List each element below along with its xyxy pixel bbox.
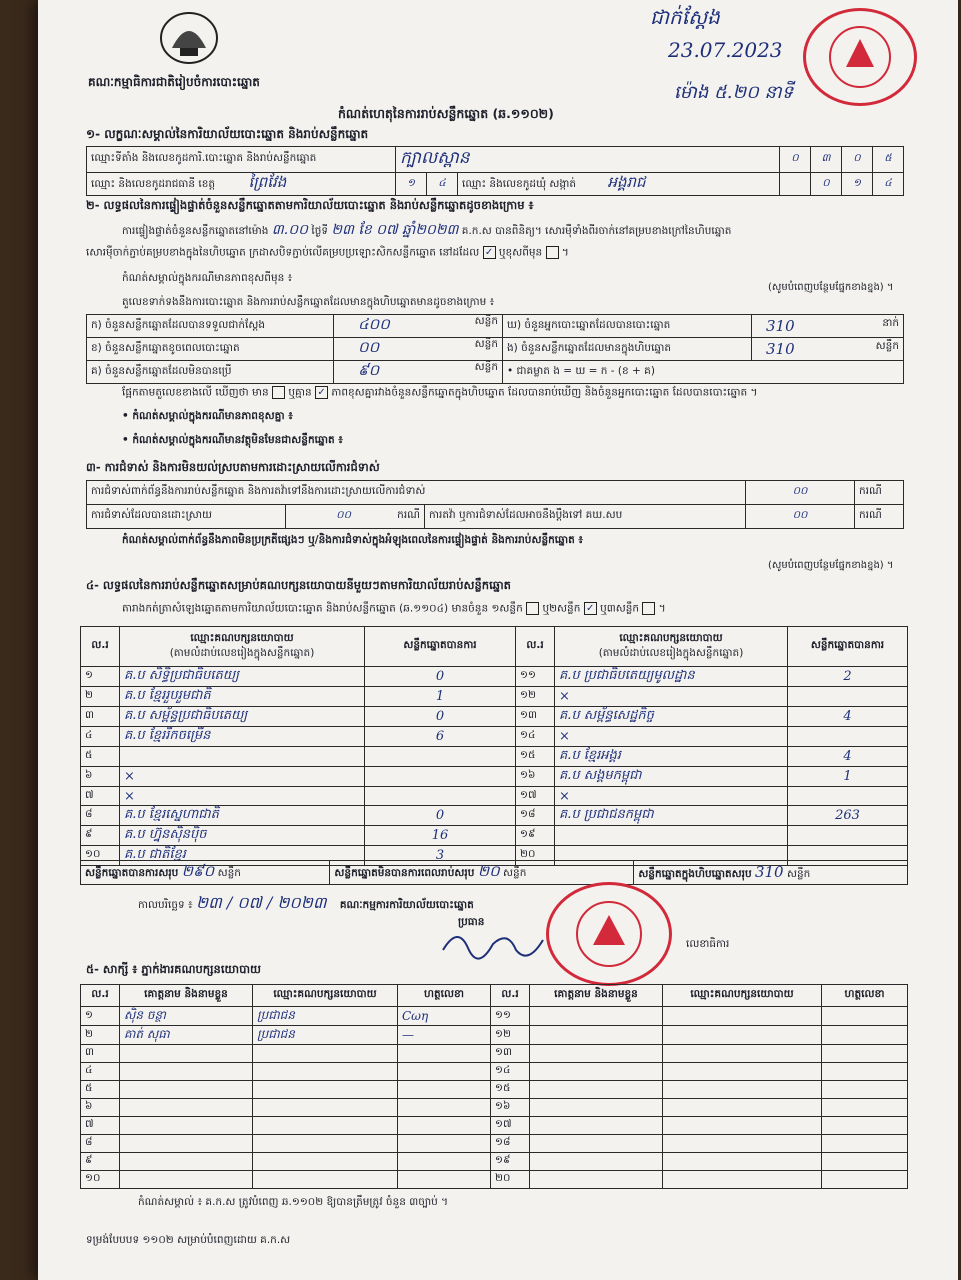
witness-name bbox=[530, 1045, 663, 1063]
commune-label: ឈ្មោះ និងលេខកូដឃុំ សង្កាត់ អង្គរាជ bbox=[458, 173, 780, 196]
appeal-label: ការតវ៉ា ឬការជំទាស់ដែលអាចនឹងប្ដឹងទៅ គឃ.សប bbox=[425, 505, 746, 529]
vote-count: 4 bbox=[788, 747, 908, 767]
row-no: ១ bbox=[81, 1007, 120, 1026]
one-sheet-checkbox[interactable] bbox=[526, 602, 539, 615]
party-name: គ.ប សង្គមកម្ពុជា bbox=[555, 767, 788, 787]
voters-value: 310 bbox=[766, 317, 795, 335]
vote-count: 263 bbox=[788, 806, 908, 826]
party-name bbox=[120, 747, 365, 767]
vote-count: 0 bbox=[365, 707, 516, 727]
witness-party bbox=[663, 1045, 822, 1063]
witness-signature bbox=[398, 1117, 491, 1135]
witness-name bbox=[120, 1171, 253, 1189]
province-label: ឈ្មោះ និងលេខកូដរាជធានី ខេត្ត ព្រៃវែង bbox=[87, 173, 396, 196]
section2-title: ២- លទ្ធផលនៃការផ្ទៀងផ្ទាត់ចំនួនសន្លឹកឆ្នោតតាមការិយាល័យបោះឆ្នោត និងរាប់សន្លឹកឆ្នោតដូចខាងក្រោម ៖ bbox=[86, 198, 534, 212]
vote-count bbox=[788, 727, 908, 747]
witness-party bbox=[663, 1117, 822, 1135]
party-name: × bbox=[555, 787, 788, 806]
resolved-value: ០០ bbox=[336, 509, 352, 521]
witness-name bbox=[120, 1081, 253, 1099]
row-no: ១៧ bbox=[491, 1117, 530, 1135]
row-no: ១២ bbox=[516, 687, 555, 707]
form-note: ទម្រង់បែបបទ ១១០២ សម្រាប់បំពេញដោយ គ.ក.ស bbox=[86, 1234, 291, 1246]
row-no: ១១ bbox=[516, 667, 555, 687]
witness-signature bbox=[398, 1099, 491, 1117]
party-name: គ.ប ខ្មែររីកចម្រើន bbox=[120, 727, 365, 747]
handwritten-date: 23.07.2023 bbox=[668, 38, 783, 62]
vote-count: 1 bbox=[788, 767, 908, 787]
witness-party: ប្រជាជន bbox=[253, 1007, 398, 1026]
witness-signature bbox=[822, 1153, 908, 1171]
totals-table bbox=[80, 860, 908, 885]
party-name: គ.ប ប្រជាធិបតេយ្យមូលដ្ឋាន bbox=[555, 667, 788, 687]
witness-signature bbox=[822, 1135, 908, 1153]
witness-row bbox=[81, 1007, 908, 1026]
witness-signature bbox=[822, 1063, 908, 1081]
section1-title: ១- លក្ខណៈសម្គាល់នៃការិយាល័យបោះឆ្នោត និងរាប់សន្លឹកឆ្នោត bbox=[86, 127, 369, 141]
party-name: គ.ប ខ្មែរស្នេហាជាតិ bbox=[120, 806, 365, 826]
code-digit: ០ bbox=[842, 147, 873, 173]
vote-count bbox=[788, 687, 908, 707]
row-no: ១៣ bbox=[491, 1045, 530, 1063]
row-no: ២ bbox=[81, 687, 120, 707]
witness-signature bbox=[398, 1135, 491, 1153]
secretary-line: លេខាធិការ bbox=[686, 938, 730, 950]
vote-count: 1 bbox=[365, 687, 516, 707]
row-no: ៣ bbox=[81, 707, 120, 727]
row-no: ៨ bbox=[81, 1135, 120, 1153]
result-row bbox=[81, 767, 908, 787]
row-no: ១៥ bbox=[516, 747, 555, 767]
result-row bbox=[81, 806, 908, 826]
witness-party bbox=[663, 1063, 822, 1081]
witness-name bbox=[530, 1135, 663, 1153]
vote-count: 16 bbox=[365, 826, 516, 846]
vote-count: 6 bbox=[365, 727, 516, 747]
detail-intro: តួលេខទាក់ទងនឹងការបោះឆ្នោត និងការរាប់សន្លឹកឆ្នោតដែលមានក្នុងហិបឆ្នោតមានដូចខាងក្រោម ៖ bbox=[122, 296, 495, 308]
witness-row bbox=[81, 1135, 908, 1153]
witness-signature bbox=[398, 1153, 491, 1171]
total-in-box-value: 310 bbox=[754, 862, 784, 881]
row-no: ៨ bbox=[81, 806, 120, 826]
complaint-value: ០០ bbox=[746, 481, 855, 505]
witness-row bbox=[81, 1081, 908, 1099]
witness-party bbox=[663, 1026, 822, 1045]
party-name: គ.ប ប្រជាជនកម្ពុជា bbox=[555, 806, 788, 826]
witness-name: គាត់ សុធា bbox=[120, 1026, 253, 1045]
result-row bbox=[81, 747, 908, 767]
party-name: គ.ប សិទ្ធិប្រជាធិបតេយ្យ bbox=[120, 667, 365, 687]
witness-signature bbox=[398, 1171, 491, 1189]
row-no: ១២ bbox=[491, 1026, 530, 1045]
witness-row bbox=[81, 1063, 908, 1081]
footnote: កំណត់សម្គាល់ ៖ គ.ក.ស ត្រូវបំពេញ ឆ.១១០២ ឱ្យបានត្រឹមត្រូវ ចំនួន ៣ច្បាប់ ។ bbox=[138, 1196, 449, 1208]
row-no: ៥ bbox=[81, 747, 120, 767]
witness-name bbox=[530, 1026, 663, 1045]
result-row bbox=[81, 787, 908, 806]
in-box-value: 310 bbox=[766, 340, 795, 358]
witness-signature bbox=[822, 1026, 908, 1045]
org-name: គណៈកម្មាធិការជាតិរៀបចំការបោះឆ្នោត bbox=[88, 75, 260, 89]
row-no: ១១ bbox=[491, 1007, 530, 1026]
commune-code-digit: ០ bbox=[811, 173, 842, 196]
handwritten-time: ម៉ោង ៥.២០ នាទី bbox=[674, 82, 794, 103]
party-name: គ.ប សម្ព័ន្ធសេដ្ឋកិច្ច bbox=[555, 707, 788, 727]
received-value: ៤០០ bbox=[358, 315, 390, 333]
total-in-box: សន្លឹកឆ្នោតក្នុងហិបឆ្នោតសរុប 310 សន្លឹក bbox=[634, 861, 908, 885]
code-digit: ៥ bbox=[873, 147, 904, 173]
verify-date: ២៣ ខែ ០៧ ឆ្នាំ២០២៣ bbox=[331, 222, 459, 238]
total-valid: សន្លឹកឆ្នោតបានការសរុប ២៩០ សន្លឹក bbox=[81, 861, 330, 885]
witness-party bbox=[663, 1081, 822, 1099]
row-no: ១៦ bbox=[491, 1099, 530, 1117]
form-sheet bbox=[38, 0, 958, 1280]
row-no: ១៥ bbox=[491, 1081, 530, 1099]
row-no: ៦ bbox=[81, 767, 120, 787]
vote-count: 0 bbox=[365, 667, 516, 687]
witness-name: សុិន ចន្ថា bbox=[120, 1007, 253, 1026]
witness-name bbox=[530, 1007, 663, 1026]
resolved-label: ការជំទាស់ដែលបានដោះស្រាយ bbox=[87, 505, 286, 529]
result-row bbox=[81, 687, 908, 707]
appeal-value: ០០ bbox=[746, 505, 855, 529]
row-no: ២០ bbox=[491, 1171, 530, 1189]
witness-signature bbox=[822, 1007, 908, 1026]
foreign-object-note: • កំណត់សម្គាល់ក្នុងករណីមានវត្ថុមិនមែនជាសន្លឹកឆ្នោត ៖ bbox=[122, 434, 343, 446]
diff-note: កំណត់សម្គាល់ក្នុងករណីមានភាពខុសពីមុន ៖ bbox=[122, 272, 293, 284]
result-row bbox=[81, 727, 908, 747]
irregularity-note: កំណត់សម្គាល់ពាក់ព័ន្ធនឹងភាពមិនប្រក្រតីផ្សេងៗ ឬ/និងការជំទាស់ក្នុងអំឡុងពេលនៃការផ្ទៀងផ្ទាត់ និងការរាប់សន្លឹកឆ្នោត ៖ bbox=[122, 534, 584, 546]
three-sheet-checkbox[interactable] bbox=[642, 602, 655, 615]
witness-party bbox=[253, 1153, 398, 1171]
vote-count bbox=[365, 787, 516, 806]
code-digit: ០ bbox=[780, 147, 811, 173]
witness-table: ល.រ គោត្តនាម និងនាមខ្លួន ឈ្មោះគណបក្សនយោបាយ ហត្ថលេខា ល.រ គោត្តនាម និងនាមខ្លួន ឈ្មោះគណបក្សនយោបាយ ហត្ថលេខា ១ សុិន ចន្ថា ប្រជាជន Ϲωη ១១ ២ គាត់ សុធា ប្រជាជន — ១២ ៣ ១៣ ៤ ១៤ ៥ ១៥ ៦ ១៦ ៧ ១៧ ៨ ១៨ ៩ ១៩ ១០ ២០ bbox=[80, 984, 908, 1189]
witness-party bbox=[663, 1135, 822, 1153]
complaints-table: ការជំទាស់ពាក់ព័ន្ធនឹងការរាប់សន្លឹកឆ្នោត និងការតវ៉ាទៅនឹងការដោះស្រាយលើការជំទាស់ ០០ ករណី ការជំទាស់ដែលបានដោះស្រាយ ០០ ករណី ការតវ៉ា ឬការជំទាស់ដែលអាចនឹងប្ដឹងទៅ គឃ.សប ០០ ករណី bbox=[86, 480, 904, 529]
row-no: ១៨ bbox=[491, 1135, 530, 1153]
witness-name bbox=[120, 1135, 253, 1153]
formula: • ជាគម្លាត ង = ឃ = ក - (ខ + គ) bbox=[503, 361, 904, 384]
same-checkbox[interactable]: ✓ bbox=[483, 246, 496, 259]
section1-table bbox=[86, 146, 904, 196]
location-value: ក្បាលស្ពាន bbox=[396, 147, 780, 173]
witness-name bbox=[120, 1045, 253, 1063]
row-no: ៧ bbox=[81, 787, 120, 806]
witness-row bbox=[81, 1026, 908, 1045]
witness-name bbox=[530, 1117, 663, 1135]
spoiled-value: ០០ bbox=[358, 338, 380, 356]
row-no: ២០ bbox=[516, 846, 555, 866]
date-line: កាលបរិច្ឆេទ ៖ ២៣ / ០៧ / ២០២៣ គណៈកម្មការការិយាល័យបោះឆ្នោត bbox=[138, 893, 474, 912]
in-box-label: ង) ចំនួនសន្លឹកឆ្នោតដែលមានក្នុងហិបឆ្នោត bbox=[503, 338, 752, 361]
official-stamp-bottom bbox=[546, 882, 672, 986]
chair-signature bbox=[438, 920, 548, 970]
vote-count: 3 bbox=[365, 846, 516, 866]
witness-signature bbox=[398, 1063, 491, 1081]
vote-count bbox=[788, 826, 908, 846]
vote-count bbox=[365, 767, 516, 787]
row-no: ១៨ bbox=[516, 806, 555, 826]
commune-value: អង្គរាជ bbox=[607, 173, 646, 191]
witness-signature bbox=[822, 1099, 908, 1117]
witness-row bbox=[81, 1171, 908, 1189]
voters-label: ឃ) ចំនួនអ្នកបោះឆ្នោតដែលបានបោះឆ្នោត bbox=[503, 315, 752, 338]
seal-line: សោរម៉ឺចាក់ភ្ជាប់គម្របខាងក្នុងនៃហិបឆ្នោត ក្រដាសបិទភ្ជាប់លើគម្របប្រឡោះសិកសន្លឹកឆ្នោត នៅដដែល ✓ ឬខុសពីមុន ។ bbox=[86, 246, 569, 259]
fill-note: (សូមបំពេញបន្ថែមផ្នែកខាងខ្នង) ។ bbox=[768, 282, 894, 293]
witness-signature: Ϲωη bbox=[398, 1007, 491, 1026]
commune-code-digit: ១ bbox=[842, 173, 873, 196]
witness-signature: — bbox=[398, 1026, 491, 1045]
two-sheet-checkbox[interactable]: ✓ bbox=[584, 602, 597, 615]
tally-sheet-line: តារាងកត់ត្រាសំឡេងឆ្នោតតាមការិយាល័យបោះឆ្នោត និងរាប់សន្លឹកឆ្នោត (ឆ.១១០៤) មានចំនួន ១សន្លឹក ឬ២សន្លឹក ✓ ឬ៣សន្លឹក ។ bbox=[122, 602, 666, 615]
row-no: ១ bbox=[81, 667, 120, 687]
row-no: ១៤ bbox=[491, 1063, 530, 1081]
official-stamp-top bbox=[803, 8, 917, 106]
row-no: ៤ bbox=[81, 727, 120, 747]
section3-title: ៣- ការជំទាស់ និងការមិនយល់ស្របតាមការដោះស្រាយលើការជំទាស់ bbox=[86, 460, 380, 474]
row-no: ៣ bbox=[81, 1045, 120, 1063]
witness-party: ប្រជាជន bbox=[253, 1026, 398, 1045]
witness-name bbox=[120, 1063, 253, 1081]
witness-party bbox=[253, 1063, 398, 1081]
total-invalid: សន្លឹកឆ្នោតមិនបានការពេលរាប់សរុប ២០ សន្លឹក bbox=[330, 861, 634, 885]
witness-party bbox=[663, 1099, 822, 1117]
complaint-label: ការជំទាស់ពាក់ព័ន្ធនឹងការរាប់សន្លឹកឆ្នោត និងការតវ៉ាទៅនឹងការដោះស្រាយលើការជំទាស់ bbox=[87, 481, 746, 505]
witness-name bbox=[120, 1117, 253, 1135]
witness-row bbox=[81, 1117, 908, 1135]
diff-note-2: • កំណត់សម្គាល់ក្នុងករណីមានភាពខុសគ្នា ៖ bbox=[122, 410, 293, 422]
witness-signature bbox=[822, 1045, 908, 1063]
row-no: ១០ bbox=[81, 846, 120, 866]
section5-title: ៥- សាក្សី ៖ ភ្នាក់ងារគណបក្សនយោបាយ bbox=[86, 962, 261, 976]
verify-time: ៣.០០ bbox=[271, 222, 309, 238]
count-table: ក) ចំនួនសន្លឹកឆ្នោតដែលបានទទួលជាក់ស្ដែង ៤០០ សន្លឹក ឃ) ចំនួនអ្នកបោះឆ្នោតដែលបានបោះឆ្នោត 310 នាក់ ខ) ចំនួនសន្លឹកឆ្នោតខូចពេលបោះឆ្នោត ០០ សន្លឹក ង) ចំនួនសន្លឹកឆ្នោតដែលមានក្នុងហិបឆ្នោត 310 សន្លឹក គ) ចំនួនសន្លឹកឆ្នោតដែលមិនបានប្រើ ៩០ សន្លឹក • ជាគម្លាត ង = ឃ = ក - (ខ + គ) bbox=[86, 314, 904, 384]
total-valid-value: ២៩០ bbox=[181, 861, 215, 880]
date-value: ២៣ / ០៧ / ២០២៣ bbox=[195, 893, 327, 912]
witness-party bbox=[663, 1171, 822, 1189]
code-digit: ៣ bbox=[811, 147, 842, 173]
witness-name bbox=[530, 1081, 663, 1099]
party-name: គ.ប ហ្វ៊ុនស៊ិនប៉ិច bbox=[120, 826, 365, 846]
row-no: ១០ bbox=[81, 1171, 120, 1189]
witness-party bbox=[253, 1171, 398, 1189]
witness-party bbox=[253, 1099, 398, 1117]
row-no: ១៤ bbox=[516, 727, 555, 747]
row-no: ៦ bbox=[81, 1099, 120, 1117]
witness-signature bbox=[398, 1081, 491, 1099]
witness-row bbox=[81, 1045, 908, 1063]
handwritten-note-1: ជាក់ស្ដែង bbox=[650, 5, 720, 29]
witness-party bbox=[663, 1153, 822, 1171]
row-no: ១៦ bbox=[516, 767, 555, 787]
vote-count bbox=[365, 747, 516, 767]
nec-emblem bbox=[158, 8, 220, 66]
no-diff-checkbox[interactable]: ✓ bbox=[315, 386, 328, 399]
party-name: × bbox=[555, 687, 788, 707]
witness-party bbox=[253, 1135, 398, 1153]
party-name: គ.ប សម្ព័ន្ធប្រជាធិបតេយ្យ bbox=[120, 707, 365, 727]
row-no: ៧ bbox=[81, 1117, 120, 1135]
row-no: ៤ bbox=[81, 1063, 120, 1081]
witness-signature bbox=[822, 1081, 908, 1099]
party-results-table: ល.រ ឈ្មោះគណបក្សនយោបាយ (តាមលំដាប់លេខរៀងក្នុងសន្លឹកឆ្នោត) សន្លឹកឆ្នោតបានការ ល.រ ឈ្មោះគណបក្សនយោបាយ (តាមលំដាប់លេខរៀងក្នុងសន្លឹកឆ្នោត) សន្លឹកឆ្នោតបានការ ១ គ.ប សិទ្ធិប្រជាធិបតេយ្យ 0 ១១ គ.ប ប្រជាធិបតេយ្យមូលដ្ឋាន 2 ២ គ.ប ខ្មែររួបរួមជាតិ 1 ១២ × ៣ គ.ប សម្ព័ន្ធប្រជាធិបតេយ្យ 0 ១៣ គ.ប សម្ព័ន្ធសេដ្ឋកិច្ច 4 ៤ គ.ប ខ្មែររីកចម្រើន 6 ១៤ × ៥ ១៥ គ.ប ខ្មែរអង្គរ 4 ៦ × ១៦ គ.ប សង្គមកម្ពុជា 1 ៧ × ១៧ × ៨ គ.ប ខ្មែរស្នេហាជាតិ 0 ១៨ គ.ប ប្រជាជនកម្ពុជា 263 ៩ គ.ប ហ្វ៊ុនស៊ិនប៉ិច 16 ១៩ ១០ គ.ប ជាតិខ្មែរ 3 ២០ bbox=[80, 626, 908, 866]
witness-party bbox=[253, 1081, 398, 1099]
row-no: ១៧ bbox=[516, 787, 555, 806]
vote-count: 2 bbox=[788, 667, 908, 687]
chair-label: ប្រធាន bbox=[458, 916, 485, 928]
vote-count: 0 bbox=[365, 806, 516, 826]
row-no: ៩ bbox=[81, 1153, 120, 1171]
result-row bbox=[81, 667, 908, 687]
row-no: ១៩ bbox=[516, 826, 555, 846]
witness-signature bbox=[822, 1117, 908, 1135]
witness-name bbox=[120, 1099, 253, 1117]
witness-signature bbox=[398, 1045, 491, 1063]
party-name: × bbox=[120, 787, 365, 806]
verify-line: ការផ្ទៀងផ្ទាត់ចំនួនសន្លឹកឆ្នោតនៅម៉ោង ៣.០០ ថ្ងៃទី ២៣ ខែ ០៧ ឆ្នាំ២០២៣ គ.ក.ស បានពិនិត្យ។ សោរម៉ឺទាំងពីរចាក់នៅគម្របខាងក្រៅនៃហិបឆ្នោត bbox=[122, 222, 732, 238]
received-label: ក) ចំនួនសន្លឹកឆ្នោតដែលបានទទួលជាក់ស្ដែង bbox=[87, 315, 334, 338]
doc-title: កំណត់ហេតុនៃការរាប់សន្លឹកឆ្នោត (ឆ.១១០២) bbox=[338, 106, 554, 121]
province-code-digit: ៤ bbox=[427, 173, 458, 196]
result-row bbox=[81, 707, 908, 727]
witness-name bbox=[120, 1153, 253, 1171]
total-invalid-value: ២០ bbox=[477, 861, 500, 880]
row-no: ៩ bbox=[81, 826, 120, 846]
vote-count bbox=[788, 787, 908, 806]
vote-count: 4 bbox=[788, 707, 908, 727]
row-no: ១៩ bbox=[491, 1153, 530, 1171]
commune-code-digit: ៤ bbox=[873, 173, 904, 196]
witness-party bbox=[253, 1117, 398, 1135]
witness-name bbox=[530, 1153, 663, 1171]
province-code-digit: ១ bbox=[396, 173, 427, 196]
result-row bbox=[81, 826, 908, 846]
witness-signature bbox=[822, 1171, 908, 1189]
witness-name bbox=[530, 1099, 663, 1117]
row-no: ៥ bbox=[81, 1081, 120, 1099]
witness-row bbox=[81, 1099, 908, 1117]
party-name: គ.ប ជាតិខ្មែរ bbox=[120, 846, 365, 866]
party-name: គ.ប ខ្មែររួបរួមជាតិ bbox=[120, 687, 365, 707]
spoiled-label: ខ) ចំនួនសន្លឹកឆ្នោតខូចពេលបោះឆ្នោត bbox=[87, 338, 334, 361]
party-name: × bbox=[555, 727, 788, 747]
has-diff-checkbox[interactable] bbox=[272, 386, 285, 399]
row-no: ១៣ bbox=[516, 707, 555, 727]
different-checkbox[interactable] bbox=[546, 246, 559, 259]
location-label: ឈ្មោះទីតាំង និងលេខកូដការិ.បោះឆ្នោត និងរាប់សន្លឹកឆ្នោត bbox=[87, 147, 396, 173]
witness-name bbox=[530, 1063, 663, 1081]
unused-label: គ) ចំនួនសន្លឹកឆ្នោតដែលមិនបានប្រើ bbox=[87, 361, 334, 384]
section4-title: ៤- លទ្ធផលនៃការរាប់សន្លឹកឆ្នោតសម្រាប់គណបក្សនយោបាយនីមួយៗតាមការិយាល័យរាប់សន្លឹកឆ្នោត bbox=[86, 578, 511, 592]
witness-party bbox=[663, 1007, 822, 1026]
row-no: ២ bbox=[81, 1026, 120, 1045]
unused-value: ៩០ bbox=[358, 361, 380, 379]
province-value: ព្រៃវែង bbox=[248, 173, 287, 191]
party-name: × bbox=[120, 767, 365, 787]
party-name: គ.ប ខ្មែរអង្គរ bbox=[555, 747, 788, 767]
witness-row bbox=[81, 1153, 908, 1171]
witness-party bbox=[253, 1045, 398, 1063]
witness-name bbox=[530, 1171, 663, 1189]
party-name bbox=[555, 826, 788, 846]
diff-check-line: ផ្អែកតាមតួលេខខាងលើ ឃើញថា មាន ឬគ្មាន ✓ ភាពខុសគ្នារវាងចំនួនសន្លឹកឆ្នោតក្នុងហិបឆ្នោត ដែលបានរាប់ឃើញ និងចំនួនអ្នកបោះឆ្នោត ដែលបានបោះឆ្នោត ។ bbox=[122, 386, 758, 399]
fill-note-3: (សូមបំពេញបន្ថែមផ្នែកខាងខ្នង) ។ bbox=[768, 560, 894, 571]
